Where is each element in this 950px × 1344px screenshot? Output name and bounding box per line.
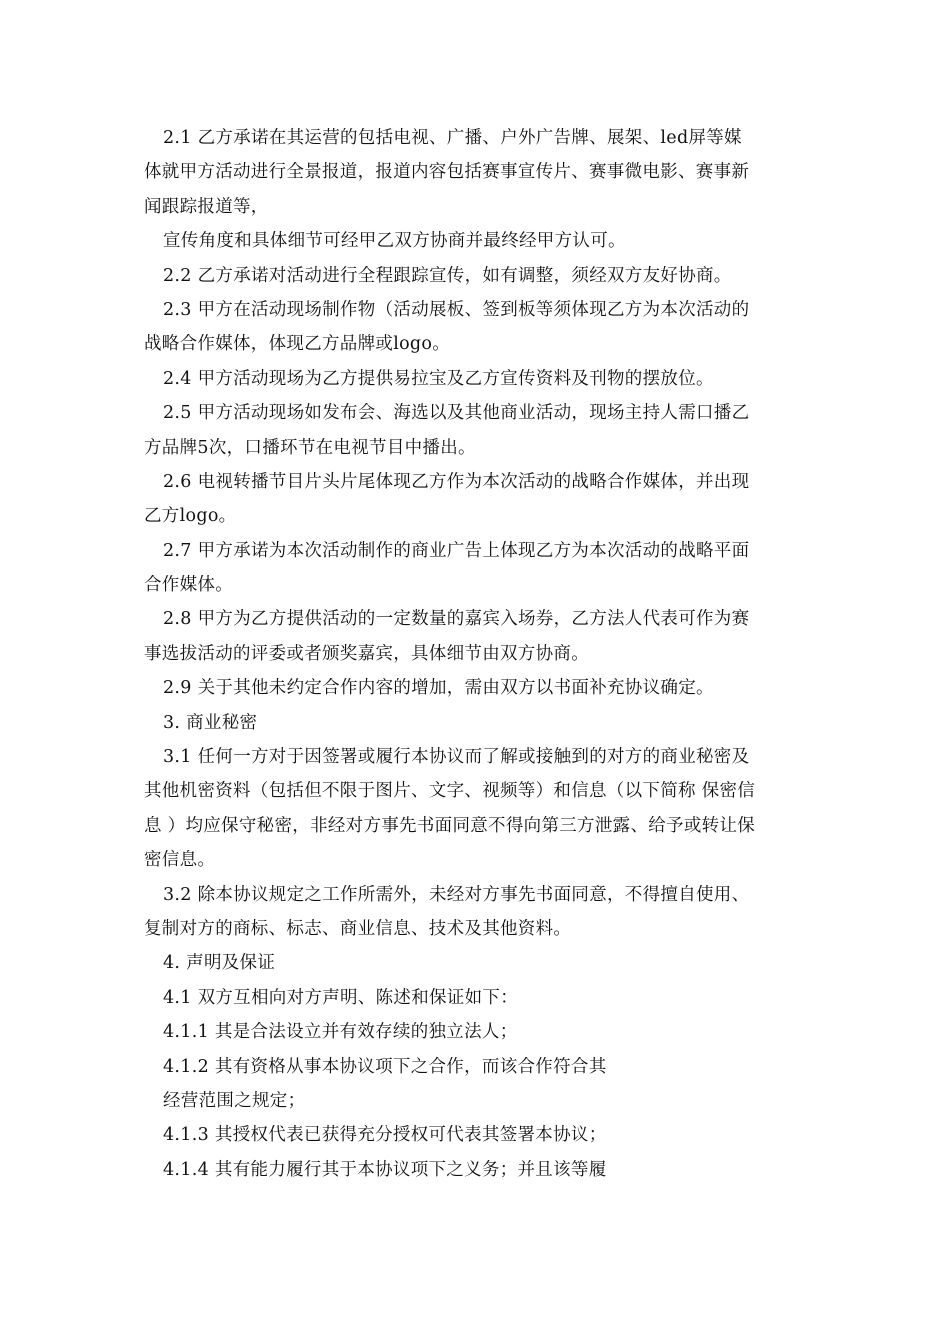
text-line: 2.4 甲方活动现场为乙方提供易拉宝及乙方宣传资料及刊物的摆放位。 (163, 368, 714, 389)
section-heading: 3. 商业秘密 (163, 712, 258, 733)
text-line: 4.1.3 其授权代表已获得充分授权可代表其签署本协议； (163, 1125, 607, 1146)
text-line: 4.1 双方互相向对方声明、陈述和保证如下： (163, 987, 518, 1008)
text-line: 复制对方的商标、标志、商业信息、技术及其他资料。 (144, 918, 572, 939)
text-line: 战略合作媒体，体现乙方品牌或logo。 (144, 334, 451, 355)
text-line: 2.7 甲方承诺为本次活动制作的商业广告上体现乙方为本次活动的战略平面 (163, 540, 750, 561)
text-line: 事选拔活动的评委或者颁奖嘉宾，具体细节由双方协商。 (144, 643, 589, 664)
text-line: 2.6 电视转播节目片头片尾体现乙方作为本次活动的战略合作媒体，并出现 (163, 471, 750, 492)
text-line: 其他机密资料（包括但不限于图片、文字、视频等）和信息（以下简称 保密信 (144, 781, 756, 802)
text-line: 4.1.2 其有资格从事本协议项下之合作，而该合作符合其 (163, 1056, 607, 1077)
text-line: 2.1 乙方承诺在其运营的包括电视、广播、户外广告牌、展架、led屏等媒 (163, 128, 742, 148)
text-line: 3.2 除本协议规定之工作所需外，未经对方事先书面同意，不得擅自使用、 (163, 884, 750, 905)
text-line: 闻跟踪报道等， (144, 196, 269, 217)
document-body (144, 121, 810, 1187)
text-line: 2.9 关于其他未约定合作内容的增加，需由双方以书面补充协议确定。 (163, 678, 714, 699)
text-line: 乙方logo。 (144, 506, 237, 527)
text-line: 3.1 任何一方对于因签署或履行本协议而了解或接触到的对方的商业秘密及 (163, 747, 750, 768)
text-line: 经营范围之规定； (163, 1090, 306, 1111)
text-line: 2.5 甲方活动现场如发布会、海选以及其他商业活动，现场主持人需口播乙 (163, 403, 750, 424)
text-line: 方品牌5次，口播环节在电视节目中播出。 (144, 437, 476, 458)
text-line: 2.3 甲方在活动现场制作物（活动展板、签到板等须体现乙方为本次活动的 (163, 299, 750, 320)
text-line: 4.1.1 其是合法设立并有效存续的独立法人； (163, 1022, 518, 1043)
text-line: 4.1.4 其有能力履行其于本协议项下之义务；并且该等履 (163, 1159, 607, 1180)
text-line: 宣传角度和具体细节可经甲乙双方协商并最终经甲方认可。 (163, 231, 626, 252)
text-line: 合作媒体。 (144, 575, 233, 596)
text-line: 体就甲方活动进行全景报道，报道内容包括赛事宣传片、赛事微电影、赛事新 (144, 162, 750, 183)
section-heading: 4. 声明及保证 (163, 953, 276, 974)
text-line: 息 ）均应保守秘密，非经对方事先书面同意不得向第三方泄露、给予或转让保 (144, 815, 756, 836)
text-line: 2.8 甲方为乙方提供活动的一定数量的嘉宾入场券，乙方法人代表可作为赛 (163, 609, 750, 630)
text-line: 密信息。 (144, 850, 216, 871)
text-line: 2.2 乙方承诺对活动进行全程跟踪宣传，如有调整，须经双方友好协商。 (163, 265, 732, 286)
